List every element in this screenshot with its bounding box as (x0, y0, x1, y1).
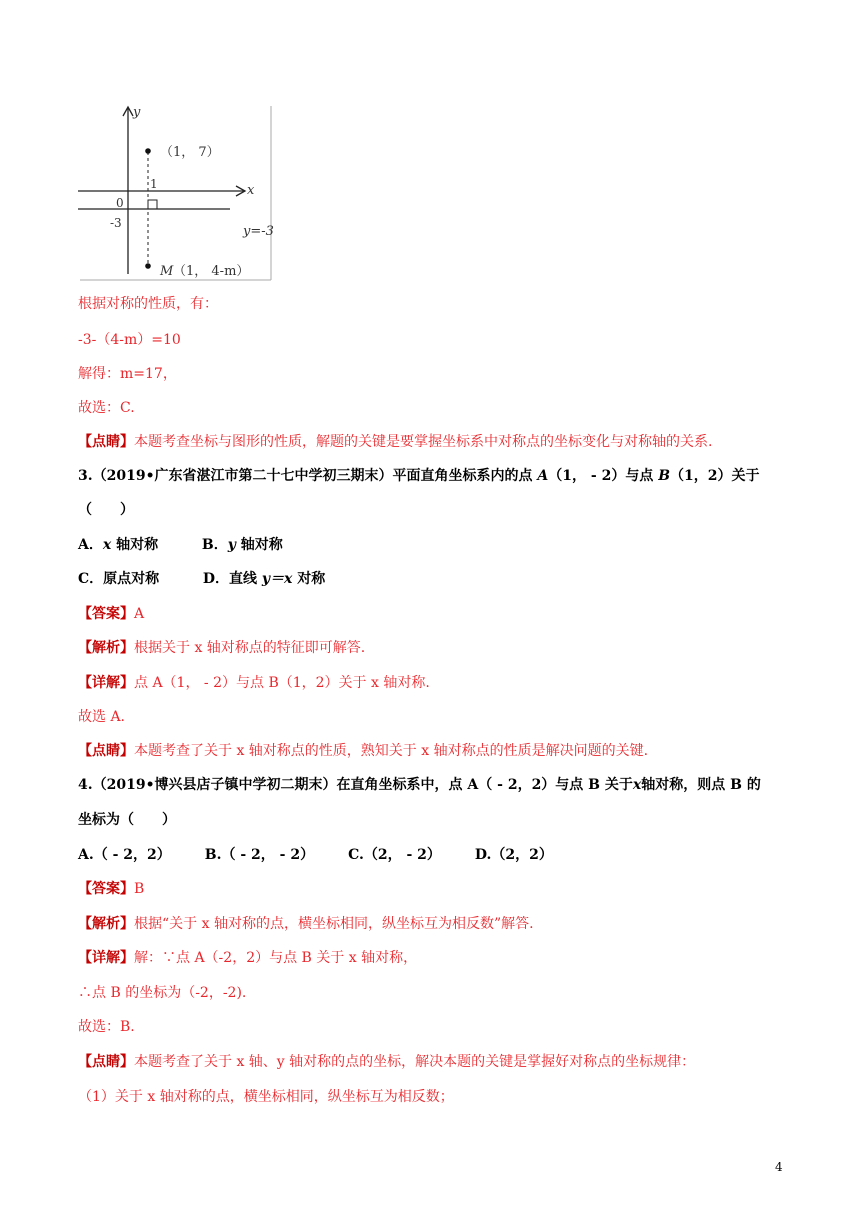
q3-point-b-coords: （1，2）关于 (670, 468, 760, 484)
q3-choice-line: 故选 A. (78, 709, 126, 725)
point-m (145, 263, 151, 269)
point-m-label: （1， 4-m） (173, 264, 250, 279)
q3-comment-tag: 【点睛】 (78, 743, 134, 759)
q3-analysis-line (78, 638, 365, 658)
q3-answer-tag: 【答案】 (78, 606, 134, 622)
q2-comment-tag: 【点睛】 (78, 434, 134, 450)
q4-rule-1-line: （1）关于 x 轴对称的点，横坐标相同，纵坐标互为相反数； (78, 1089, 454, 1105)
q4-comment-line (78, 1052, 695, 1072)
q4-detail-line-2: ∴点 B 的坐标为（-2，-2). (78, 985, 247, 1001)
q4-detail-line (78, 948, 417, 968)
q4-answer-line (78, 879, 144, 899)
q3-stem-line-1 (78, 466, 760, 486)
origin-label: 0 (116, 196, 124, 210)
q3-detail-line (78, 673, 430, 693)
q3-point-a-coords: （1， - 2）与点 (548, 468, 659, 484)
q4-analysis-tag: 【解析】 (78, 916, 134, 932)
q3-options-row-1 (78, 535, 283, 555)
q3-option-c: C．原点对称 (78, 571, 160, 587)
x-axis-label: x (247, 183, 255, 198)
q4-answer: B (134, 881, 145, 897)
q3-analysis: 根据关于 x 轴对称点的特征即可解答. (134, 640, 366, 656)
point-1-7 (145, 148, 151, 154)
q2-property-line: 根据对称的性质，有： (78, 296, 218, 312)
q3-point-b-name: B (658, 468, 671, 484)
q4-detail: 解：∵点 A（-2，2）与点 B 关于 x 轴对称， (134, 950, 418, 966)
q4-analysis: 根据“关于 x 轴对称的点，横坐标相同，纵坐标互为相反数”解答. (134, 916, 534, 932)
q4-stem-line-2: 坐标为（ ） (78, 812, 176, 828)
right-angle-marker (148, 200, 157, 209)
q3-stem-blank: （ ） (78, 502, 134, 518)
q3-comment-line (78, 741, 648, 761)
q4-detail-tag: 【详解】 (78, 950, 134, 966)
q2-comment-text: 本题考查坐标与图形的性质，解题的关键是要掌握坐标系中对称点的坐标变化与对称轴的关系. (134, 434, 713, 450)
q4-stem-var: x (632, 777, 642, 793)
q4-answer-tag: 【答案】 (78, 881, 134, 897)
y-axis-label: y (133, 105, 141, 120)
q4-stem-suffix: 轴对称，则点 B 的 (641, 777, 761, 793)
q3-detail-tag: 【详解】 (78, 675, 134, 691)
q4-option-d: D.（2，2） (474, 847, 553, 863)
q3-option-d: D．直线 y＝x 对称 (202, 571, 326, 587)
q3-stem-prefix: 3.（2019•广东省湛江市第二十七中学初三期末）平面直角坐标系内的点 (78, 468, 538, 484)
x-tick-label: 1 (150, 177, 158, 191)
q4-comment: 本题考查了关于 x 轴、y 轴对称的点的坐标，解决本题的关键是掌握好对称点的坐标规律： (134, 1054, 696, 1070)
q4-analysis-line (78, 914, 534, 934)
q3-option-b: B．y 轴对称 (201, 537, 283, 553)
q2-equation-line: -3-（4-m）=10 (78, 332, 181, 348)
line-label: y=-3 (243, 224, 274, 239)
q3-comment: 本题考查了关于 x 轴对称点的性质，熟知关于 x 轴对称点的性质是解决问题的关键. (134, 743, 649, 759)
q3-options-row-2 (78, 569, 325, 589)
coordinate-figure (78, 104, 274, 282)
q4-option-b: B.（ - 2， - 2） (204, 847, 315, 863)
q4-option-c: C.（2， - 2） (348, 847, 441, 863)
q3-analysis-tag: 【解析】 (78, 640, 134, 656)
q3-answer: A (134, 606, 145, 622)
point-1-7-label: （1， 7） (160, 145, 220, 160)
q2-comment-line (78, 432, 712, 452)
q4-options (78, 845, 553, 865)
q2-solve-line: 解得：m=17， (78, 366, 177, 382)
page-number: 4 (775, 1160, 783, 1174)
q4-option-a: A.（ - 2，2） (78, 847, 171, 863)
point-m-name: M (160, 264, 174, 279)
q3-option-a: A．x 轴对称 (78, 537, 159, 553)
q2-choice-line: 故选：C. (78, 400, 135, 416)
q4-choice-line: 故选：B. (78, 1019, 135, 1035)
q4-comment-tag: 【点睛】 (78, 1054, 134, 1070)
q4-stem-prefix: 4.（2019•博兴县店子镇中学初二期末）在直角坐标系中，点 A（ - 2，2）与点 B 关于 (78, 777, 633, 793)
q3-answer-line (78, 604, 144, 624)
q3-detail: 点 A（1， - 2）与点 B（1，2）关于 x 轴对称. (134, 675, 430, 691)
q3-point-a-name: A (537, 468, 549, 484)
q4-stem-line-1 (78, 775, 761, 795)
y-tick-label: -3 (110, 216, 122, 230)
